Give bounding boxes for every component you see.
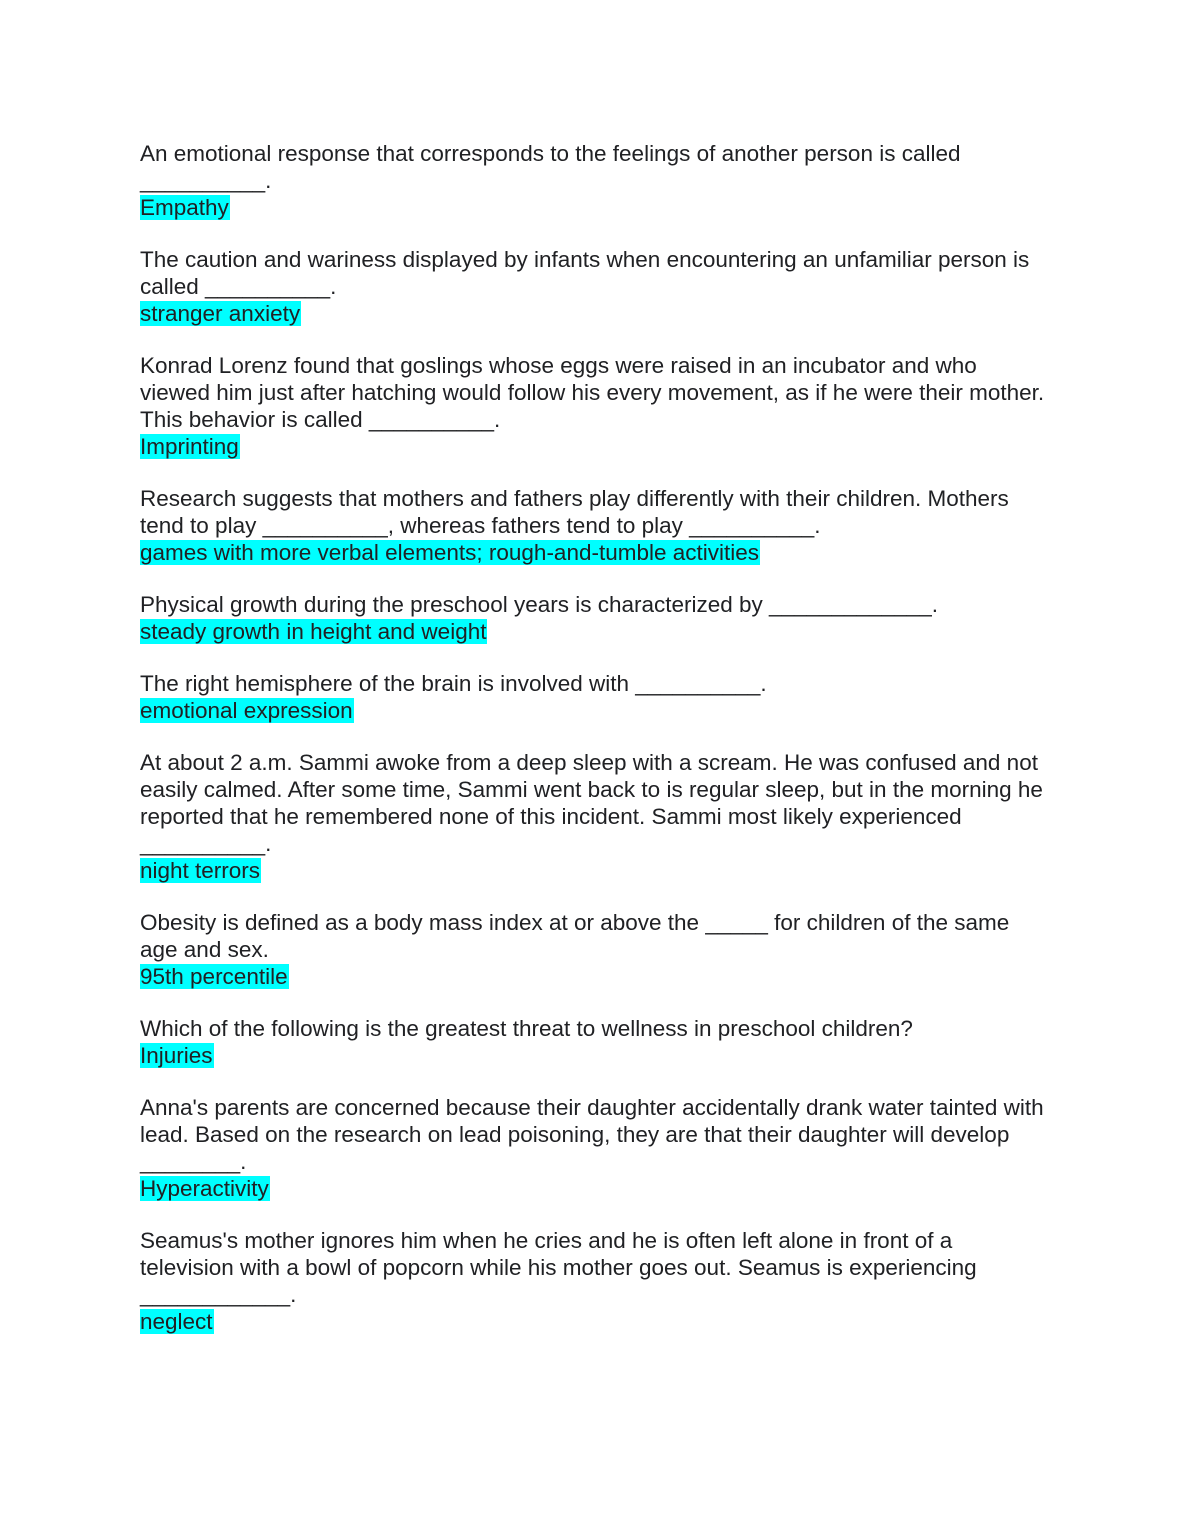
- answer-highlight: stranger anxiety: [140, 301, 301, 326]
- question-text: The right hemisphere of the brain is involved with __________.: [140, 671, 767, 696]
- question-text: At about 2 a.m. Sammi awoke from a deep sleep with a scream. He was confused and not easily calmed. After some time, Sammi went back to is regular sleep, but in the morning he reported that he remembered none of this incident. Sammi most likely experienced __________.: [140, 750, 1043, 856]
- document-page: [140, 140, 1050, 1360]
- qa-item-4: [140, 485, 1050, 566]
- qa-item-5: [140, 591, 1050, 645]
- answer-highlight: steady growth in height and weight: [140, 619, 487, 644]
- qa-item-8: [140, 909, 1050, 990]
- question-text: Physical growth during the preschool years is characterized by _____________.: [140, 592, 938, 617]
- answer-highlight: Imprinting: [140, 434, 239, 459]
- qa-item-9: [140, 1015, 1050, 1069]
- question-text: Obesity is defined as a body mass index at or above the _____ for children of the same age and sex.: [140, 910, 1010, 962]
- answer-highlight: night terrors: [140, 858, 261, 883]
- question-text: An emotional response that corresponds to the feelings of another person is called __________.: [140, 141, 961, 193]
- answer-highlight: Empathy: [140, 195, 229, 220]
- qa-item-7: [140, 749, 1050, 884]
- question-text: Seamus's mother ignores him when he cries and he is often left alone in front of a television with a bowl of popcorn while his mother goes out. Seamus is experiencing ____________.: [140, 1228, 977, 1307]
- question-text: Anna's parents are concerned because their daughter accidentally drank water tainted with lead. Based on the research on lead poisoning, they are that their daughter will develop ________.: [140, 1095, 1044, 1174]
- answer-highlight: games with more verbal elements; rough-and-tumble activities: [140, 540, 760, 565]
- question-text: The caution and wariness displayed by infants when encountering an unfamiliar person is called __________.: [140, 247, 1030, 299]
- answer-highlight: Injuries: [140, 1043, 213, 1068]
- answer-highlight: neglect: [140, 1309, 213, 1334]
- answer-highlight: 95th percentile: [140, 964, 288, 989]
- question-text: Which of the following is the greatest threat to wellness in preschool children?: [140, 1016, 913, 1041]
- qa-item-1: [140, 140, 1050, 221]
- answer-highlight: Hyperactivity: [140, 1176, 269, 1201]
- qa-item-6: [140, 670, 1050, 724]
- qa-item-11: [140, 1227, 1050, 1335]
- question-text: Research suggests that mothers and fathers play differently with their children. Mothers tend to play __________, whereas fathers tend to play __________.: [140, 486, 1009, 538]
- question-text: Konrad Lorenz found that goslings whose eggs were raised in an incubator and who viewed him just after hatching would follow his every movement, as if he were their mother. This behavior is called __________.: [140, 353, 1045, 432]
- qa-item-3: [140, 352, 1050, 460]
- answer-highlight: emotional expression: [140, 698, 353, 723]
- qa-item-2: [140, 246, 1050, 327]
- qa-item-10: [140, 1094, 1050, 1202]
